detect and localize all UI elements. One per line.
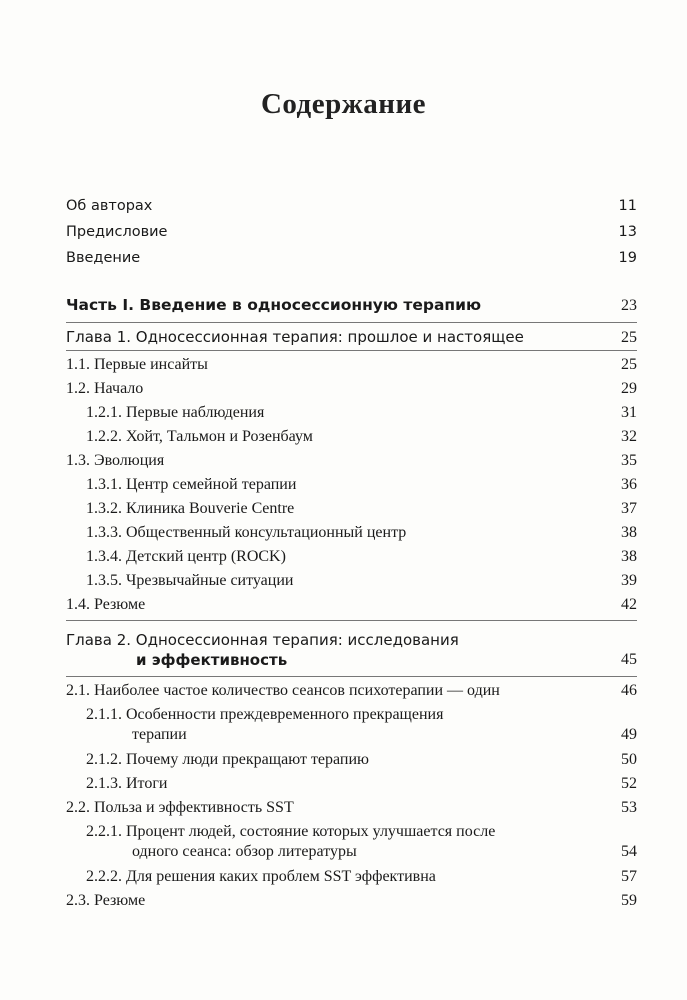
toc-chapter-page: 45 [621,651,637,668]
toc-section-title: 1.1. Первые инсайты [66,356,208,373]
toc-subsection[interactable] [66,705,637,745]
chapter-divider [66,350,637,351]
toc-subsection-title-line1: 2.2.1. Процент людей, состояние которых улучшается после [86,823,496,840]
toc-subsection-title [66,705,443,745]
toc-subsection-page: 32 [621,428,637,445]
toc-subsection[interactable] [66,774,637,794]
toc-section[interactable] [66,379,637,399]
toc-subsection[interactable] [66,547,637,567]
toc-chapter[interactable] [66,630,637,670]
toc-section[interactable] [66,355,637,375]
toc-chapter-title: Глава 1. Односессионная терапия: прошлое и настоящее [66,328,524,346]
toc-entry-title: Об авторах [66,198,153,214]
toc-part-page: 23 [621,297,637,314]
toc-subsection-page: 39 [621,572,637,589]
toc-subsection-page: 36 [621,476,637,493]
toc-section[interactable] [66,891,637,911]
chapter-divider [66,676,637,677]
toc-subsection-title-line1: 2.1.1. Особенности преждевременного прекращения [86,706,444,723]
toc-entry-page: 13 [618,224,637,240]
toc-subsection-page: 50 [621,751,637,768]
toc-subsection-title-line2: терапии [132,726,187,743]
toc-section-page: 25 [621,356,637,373]
toc-subsection-title-line2: одного сеанса: обзор литературы [132,843,357,860]
toc-chapter-title-line1: Глава 2. Односессионная терапия: исследования [66,631,459,649]
toc-subsection-title: 1.2.2. Хойт, Тальмон и Розенбаум [86,428,313,445]
toc-subsection-title: 2.1.3. Итоги [86,775,168,792]
toc-section[interactable] [66,798,637,818]
toc-subsection[interactable] [66,523,637,543]
toc-section[interactable] [66,595,637,615]
toc-chapter-page: 25 [621,329,637,346]
toc-entry-title: Предисловие [66,224,168,240]
toc-entry[interactable] [66,222,637,242]
toc-subsection-page: 52 [621,775,637,792]
toc-section-page: 35 [621,452,637,469]
toc-subsection[interactable] [66,499,637,519]
toc-section[interactable] [66,681,637,701]
toc-subsection-title: 1.2.1. Первые наблюдения [86,404,265,421]
toc-subsection-page: 49 [621,726,637,743]
toc-entry-page: 11 [618,198,637,214]
toc-subsection-title [66,822,495,862]
toc-section-title: 1.4. Резюме [66,596,146,613]
toc-subsection[interactable] [66,822,637,862]
toc-subsection-title: 2.2.2. Для решения каких проблем SST эффективна [86,868,436,885]
toc-entry-title: Введение [66,250,141,266]
toc-subsection[interactable] [66,475,637,495]
toc-section-title: 1.3. Эволюция [66,452,165,469]
toc-section-page: 53 [621,799,637,816]
toc-subsection[interactable] [66,403,637,423]
toc-section-page: 46 [621,682,637,699]
toc-section-title: 2.2. Польза и эффективность SST [66,799,294,816]
toc-chapter-title [66,630,459,670]
toc-subsection-title: 1.3.3. Общественный консультационный центр [86,524,407,541]
toc-section-title: 2.1. Наиболее частое количество сеансов психотерапии — один [66,682,500,699]
toc-subsection[interactable] [66,750,637,770]
toc-subsection[interactable] [66,867,637,887]
toc-chapter[interactable] [66,327,637,348]
toc-subsection-page: 37 [621,500,637,517]
section-divider [66,620,637,621]
toc-section[interactable] [66,451,637,471]
toc-subsection-title: 1.3.2. Клиника Bouverie Centre [86,500,295,517]
toc-part[interactable] [66,295,637,316]
toc-section-page: 42 [621,596,637,613]
toc-subsection-title: 1.3.1. Центр семейной терапии [86,476,297,493]
toc-subsection[interactable] [66,571,637,591]
toc-section-title: 1.2. Начало [66,380,144,397]
toc-subsection-page: 31 [621,404,637,421]
toc-subsection-page: 54 [621,843,637,860]
toc-subsection[interactable] [66,427,637,447]
toc-entry[interactable] [66,196,637,216]
toc-part-title: Часть I. Введение в односессионную терапию [66,296,482,314]
toc-subsection-page: 57 [621,868,637,885]
toc-entry-page: 19 [618,250,637,266]
toc-entry[interactable] [66,248,637,268]
toc-section-page: 29 [621,380,637,397]
part-divider [66,322,637,323]
toc-section-page: 59 [621,892,637,909]
toc-subsection-title: 1.3.5. Чрезвычайные ситуации [86,572,294,589]
toc-chapter-title-line2: и эффективность [136,651,288,669]
toc-subsection-title: 2.1.2. Почему люди прекращают терапию [86,751,369,768]
toc-section-title: 2.3. Резюме [66,892,146,909]
toc-subsection-page: 38 [621,548,637,565]
page-title: Содержание [260,88,427,120]
toc-subsection-title: 1.3.4. Детский центр (ROCK) [86,548,286,565]
toc-subsection-page: 38 [621,524,637,541]
